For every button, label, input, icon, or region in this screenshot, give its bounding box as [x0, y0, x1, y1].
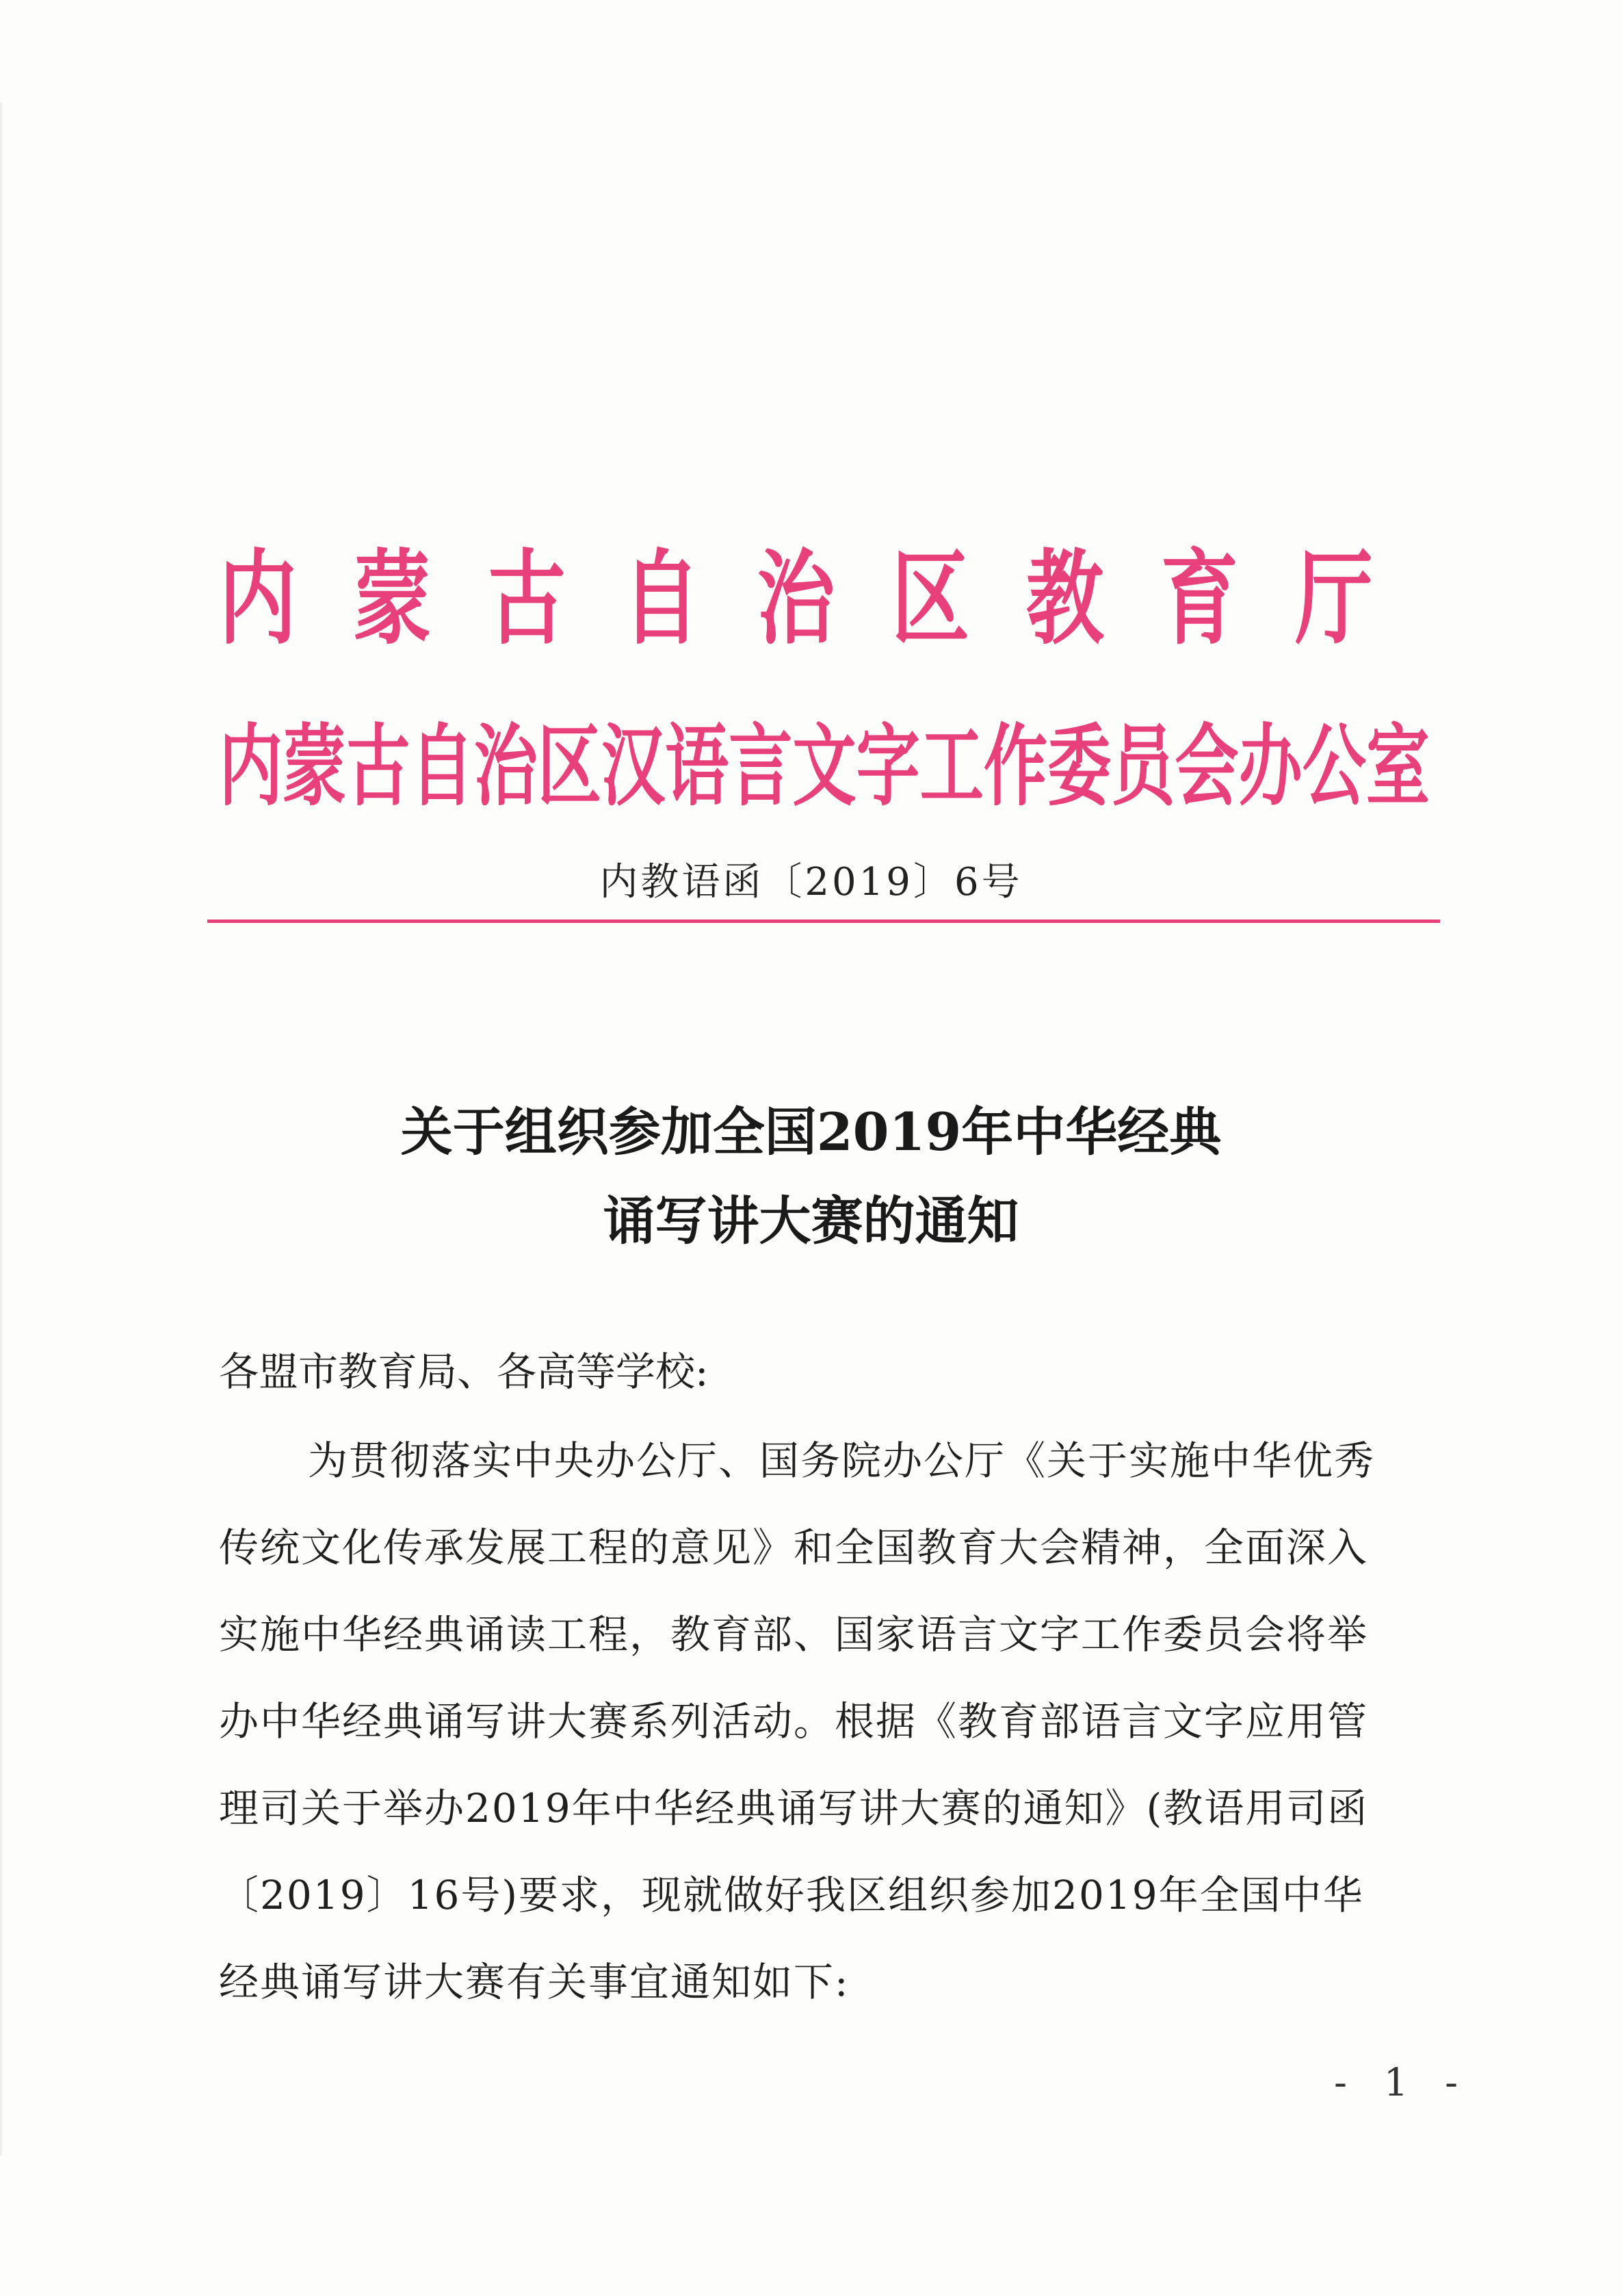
page-number: - 1 -: [1334, 2061, 1471, 2105]
body-line: 办中华经典诵写讲大赛系列活动。根据《教育部语言文字应用管: [219, 1698, 1369, 1745]
issuing-org-line-1: 内蒙古自治区教育厅: [219, 538, 1430, 659]
document-title-line-2: 诵写讲大赛的通知: [603, 1190, 1019, 1251]
body-line: 传统文化传承发展工程的意见》和全国教育大会精神，全面深入: [219, 1524, 1369, 1571]
body-line: 实施中华经典诵读工程，教育部、国家语言文字工作委员会将举: [219, 1611, 1369, 1658]
body-line: 〔2019〕16号)要求，现就做好我区组织参加2019年全国中华: [219, 1872, 1364, 1918]
salutation: 各盟市教育局、各高等学校:: [219, 1348, 709, 1395]
body-line: 为贯彻落实中央办公厅、国务院办公厅《关于实施中华优秀: [308, 1437, 1376, 1484]
issuing-org-line-2: 内蒙古自治区汉语言文字工作委员会办公室: [219, 714, 1430, 818]
body-line: 理司关于举办2019年中华经典诵写讲大赛的通知》(教语用司函: [219, 1785, 1369, 1831]
document-number: 内教语函〔2019〕6号: [599, 860, 1023, 904]
body-line: 经典诵写讲大赛有关事宜通知如下:: [219, 1959, 850, 2005]
document-title-line-1: 关于组织参加全国2019年中华经典: [400, 1101, 1222, 1162]
red-header-rule: [207, 919, 1440, 923]
